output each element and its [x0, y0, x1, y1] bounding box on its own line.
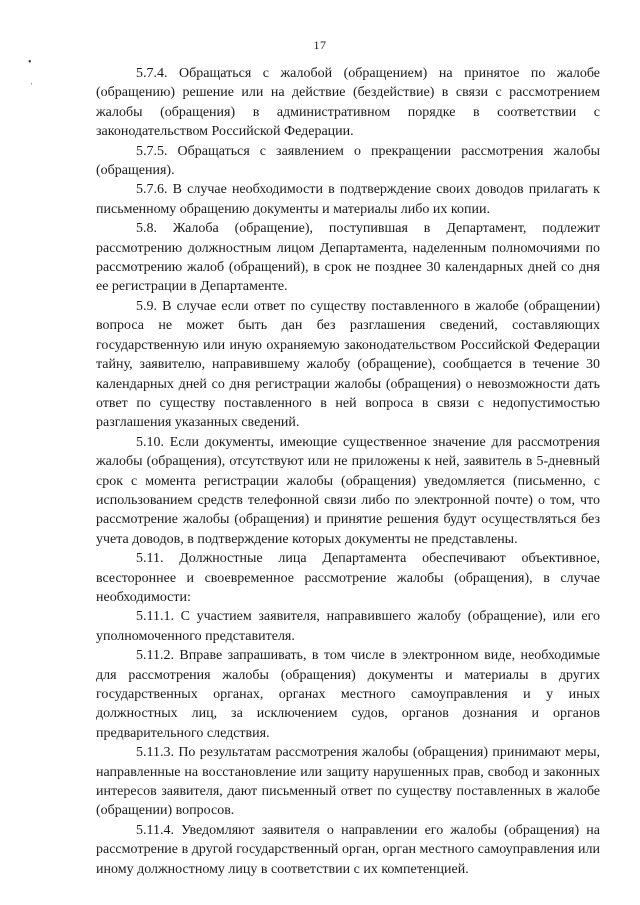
paragraph-5-10: 5.10. Если документы, имеющие существенное значение для рассмотрения жалобы (обращения), отсутствуют или не приложены к ней, заявитель в 5-дневный срок с момента регистрации жалобы (обращения) уведомляется (письменно, с использованием средств телефонной связи либо по электронной почте) о том, что рассмотрение жалобы (обращения) и принятие решения будут осуществляться без учета доводов, в подтверждение которых документы не представлены. — [96, 434, 600, 547]
paragraph-5-8: 5.8. Жалоба (обращение), поступившая в Департамент, подлежит рассмотрению должностным лицом Департамента, наделенным полномочиями по рассмотрению жалоб (обращений), в срок не позднее 30 календарных дней со дня ее регистрации в Департаменте. — [96, 221, 600, 295]
document-body — [96, 64, 600, 879]
paragraph-5-11-1: 5.11.1. С участием заявителя, направившего жалобу (обращение), или его уполномоченного представителя. — [96, 609, 600, 644]
page-number: 17 — [313, 38, 327, 52]
paragraph-5-7-4: 5.7.4. Обращаться с жалобой (обращением) на принятое по жалобе (обращению) решение или на действие (бездействие) в связи с рассмотрением жалобы (обращения) в административном порядке в соответствии с законодательством Российской Федерации. — [96, 66, 600, 140]
paragraph-5-11-2: 5.11.2. Вправе запрашивать, в том числе в электронном виде, необходимые для рассмотрения жалобы (обращения) документы и материалы в других государственных органах, органах местного самоуправления и у иных должностных лиц, за исключением судов, органов дознания и органов предварительного следствия. — [96, 648, 600, 741]
scan-mark: • — [28, 57, 32, 68]
paragraph-5-9: 5.9. В случае если ответ по существу поставленного в жалобе (обращении) вопроса не может быть дан без разглашения сведений, составляющих государственную или иную охраняемую законодательством Российской Федерации тайну, заявителю, направившему жалобу (обращение), сообщается в течение 30 календарных дней со дня регистрации жалобы (обращения) о невозможности дать ответ по существу поставленного в ней вопроса в связи с недопустимостью разглашения указанных сведений. — [96, 298, 600, 431]
scan-mark: ˈ — [30, 82, 34, 93]
paragraph-5-11-3: 5.11.3. По результатам рассмотрения жалобы (обращения) принимают меры, направленные на восстановление или защиту нарушенных прав, свобод и законных интересов заявителя, дают письменный ответ по существу поставленных в жалобе (обращении) вопросов. — [96, 745, 600, 819]
paragraph-5-11: 5.11. Должностные лица Департамента обеспечивают объективное, всестороннее и своевременное рассмотрение жалобы (обращения), в случае необходимости: — [96, 551, 600, 605]
paragraph-5-11-4: 5.11.4. Уведомляют заявителя о направлении его жалобы (обращения) на рассмотрение в другой государственный орган, орган местного самоуправления или иному должностному лицу в соответствии с их компетенцией. — [96, 822, 600, 877]
paragraph-5-7-5: 5.7.5. Обращаться с заявлением о прекращении рассмотрения жалобы (обращения). — [96, 143, 600, 179]
paragraph-5-7-6: 5.7.6. В случае необходимости в подтверждение своих доводов прилагать к письменному обращению документы и материалы либо их копии. — [96, 182, 600, 217]
